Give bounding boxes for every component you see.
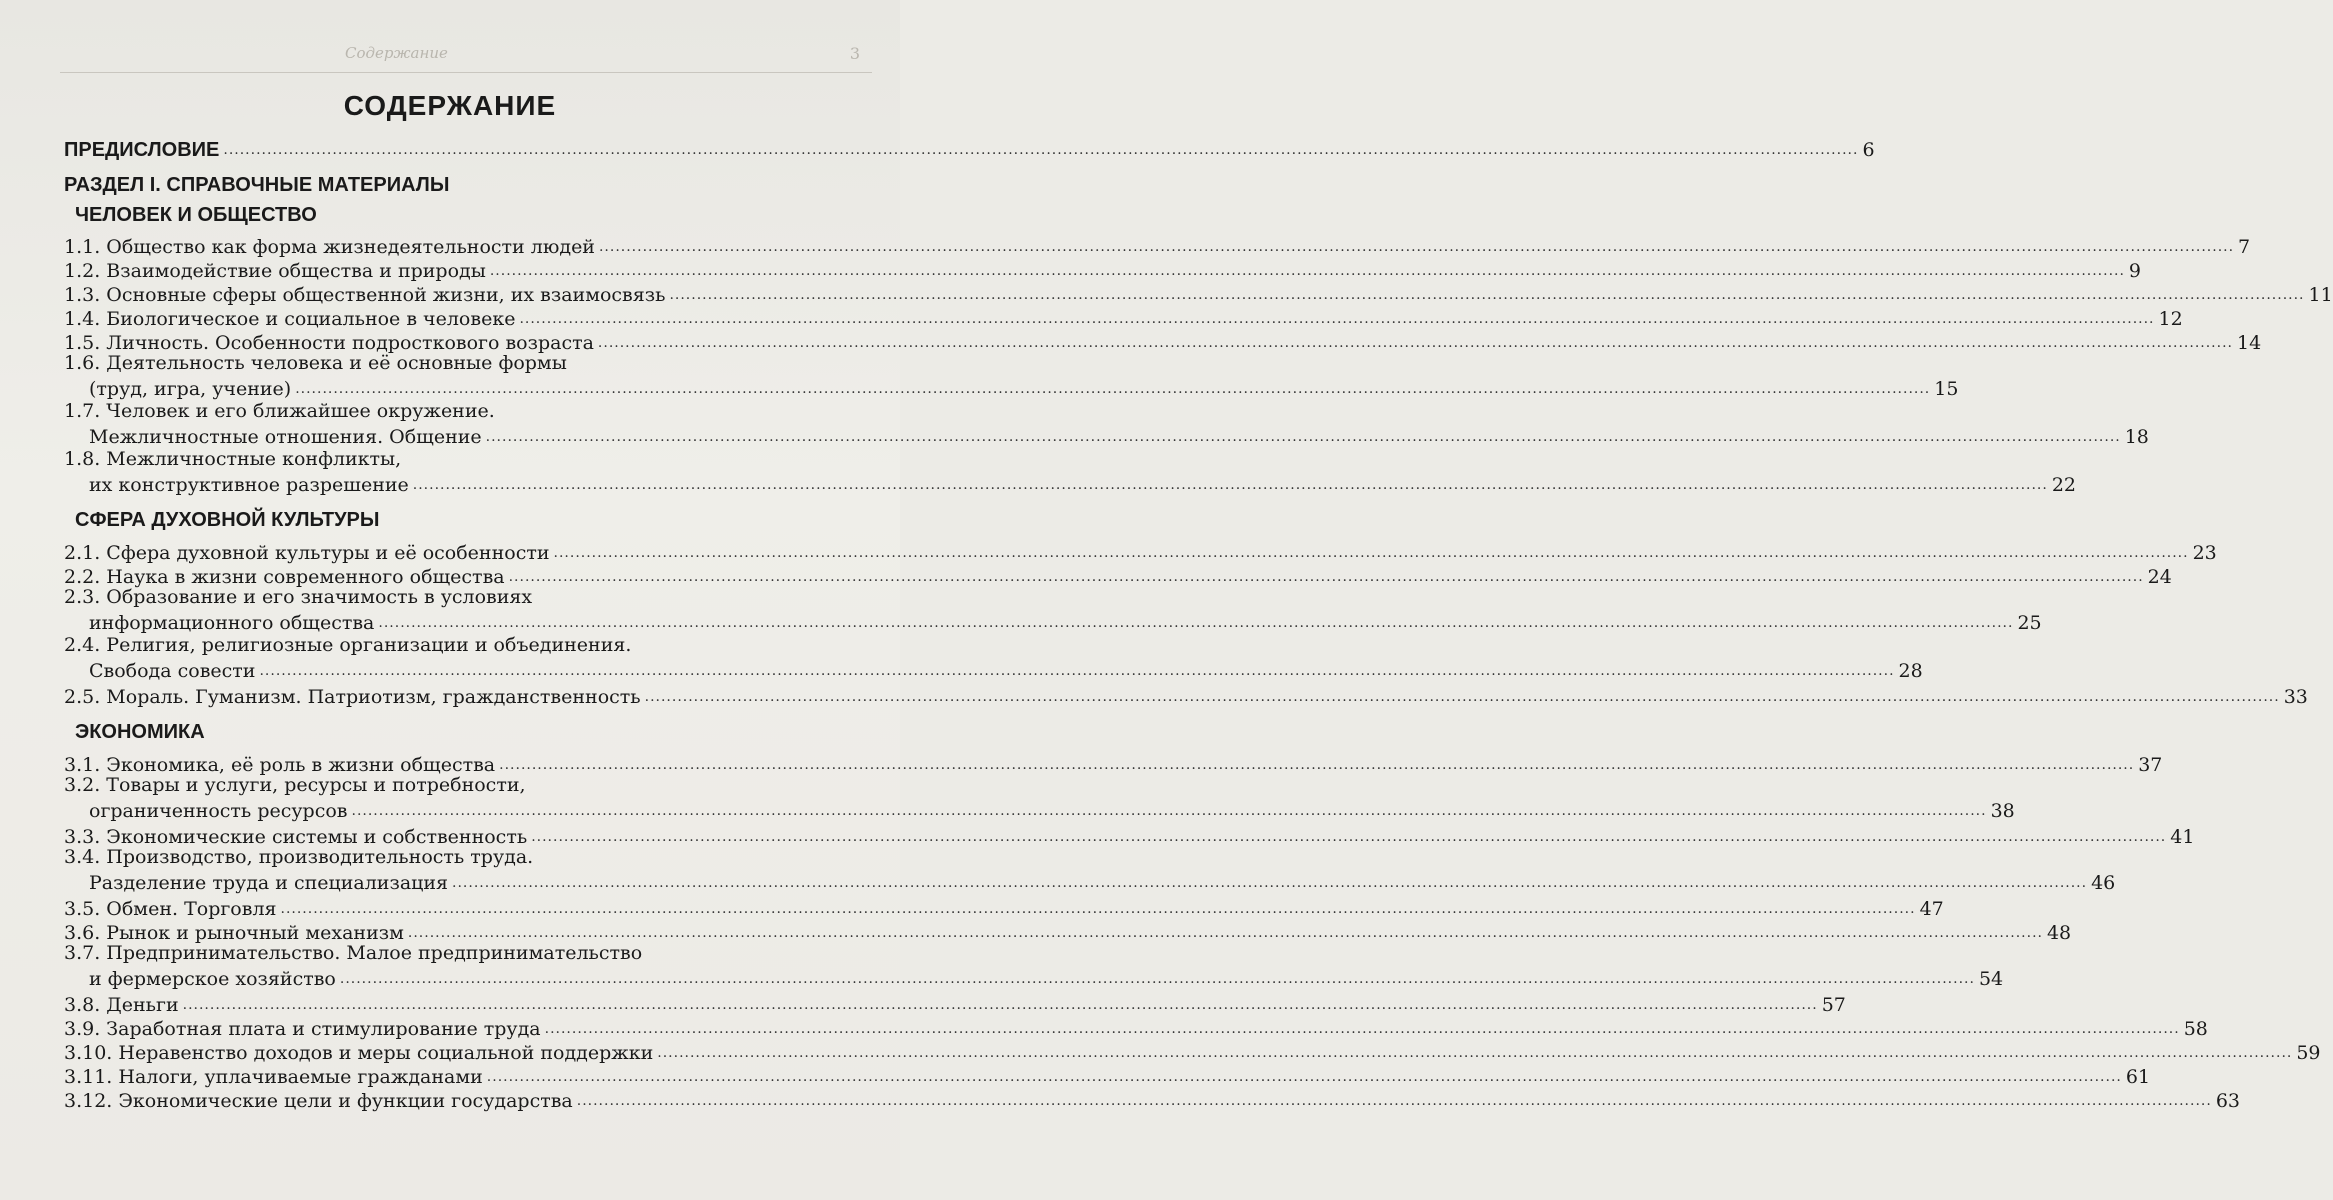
toc-entry: 2.5. Мораль. Гуманизм. Патриотизм, гражданственность ............................................................................................................................................................................................................................................................................................................ 33 bbox=[64, 686, 2308, 708]
toc-entry-first-line: 2.3. Образование и его значимость в условиях bbox=[64, 586, 533, 608]
toc-entry: их конструктивное разрешение ............................................................................................................................................................................................................................................................................................................ 22 bbox=[89, 474, 2077, 496]
toc-entry: Свобода совести ............................................................................................................................................................................................................................................................................................................ 28 bbox=[89, 660, 1923, 682]
toc-entry: 3.6. Рынок и рыночный механизм ............................................................................................................................................................................................................................................................................................................ 48 bbox=[64, 922, 2072, 944]
leader-dots: ............................................................................................................................................................................................................................................................................................................ bbox=[598, 239, 2235, 255]
toc-entry: 3.9. Заработная плата и стимулирование труда ............................................................................................................................................................................................................................................................................................................ 58 bbox=[64, 1018, 2208, 1040]
toc-entry-first-line: 3.4. Производство, производительность труда. bbox=[64, 846, 534, 868]
leader-dots: ............................................................................................................................................................................................................................................................................................................ bbox=[485, 429, 2121, 445]
leader-dots: ............................................................................................................................................................................................................................................................................................................ bbox=[669, 287, 2305, 303]
page-number: 3 bbox=[849, 44, 860, 63]
running-head: Содержание bbox=[345, 44, 448, 62]
toc-entry: информационного общества ............................................................................................................................................................................................................................................................................................................ 25 bbox=[89, 612, 2042, 634]
leader-dots: ............................................................................................................................................................................................................................................................................................................ bbox=[407, 925, 2043, 941]
toc-entry-preface: ПРЕДИСЛОВИЕ ............................................................................................................................................................................................................................................................................................................ 6 bbox=[64, 139, 1875, 161]
section-heading-culture: СФЕРА ДУХОВНОЙ КУЛЬТУРЫ bbox=[75, 509, 380, 531]
header-rule bbox=[60, 72, 872, 73]
toc-entry: 3.5. Обмен. Торговля ............................................................................................................................................................................................................................................................................................................ 47 bbox=[64, 898, 1944, 920]
toc-entry-first-line: 1.6. Деятельность человека и её основные формы bbox=[64, 352, 567, 374]
leader-dots: ............................................................................................................................................................................................................................................................................................................ bbox=[259, 663, 1895, 679]
leader-dots: ............................................................................................................................................................................................................................................................................................................ bbox=[553, 545, 2189, 561]
toc-entry: (труд, игра, учение) ............................................................................................................................................................................................................................................................................................................ 15 bbox=[89, 378, 1959, 400]
leader-dots: ............................................................................................................................................................................................................................................................................................................ bbox=[508, 569, 2144, 585]
leader-dots: ............................................................................................................................................................................................................................................................................................................ bbox=[597, 335, 2233, 351]
leader-dots: ............................................................................................................................................................................................................................................................................................................ bbox=[452, 875, 2088, 891]
leader-dots: ............................................................................................................................................................................................................................................................................................................ bbox=[280, 901, 1916, 917]
leader-dots: ............................................................................................................................................................................................................................................................................................................ bbox=[223, 142, 1859, 158]
leader-dots: ............................................................................................................................................................................................................................................................................................................ bbox=[531, 829, 2167, 845]
toc-entry-first-line: 1.8. Межличностные конфликты, bbox=[64, 448, 402, 470]
leader-dots: ............................................................................................................................................................................................................................................................................................................ bbox=[657, 1045, 2293, 1061]
toc-entry-first-line: 2.4. Религия, религиозные организации и объединения. bbox=[64, 634, 632, 656]
toc-entry: 1.5. Личность. Особенности подросткового возраста ............................................................................................................................................................................................................................................................................................................ 14 bbox=[64, 332, 2262, 354]
leader-dots: ............................................................................................................................................................................................................................................................................................................ bbox=[519, 311, 2155, 327]
part-heading: РАЗДЕЛ I. СПРАВОЧНЫЕ МАТЕРИАЛЫ bbox=[64, 174, 450, 196]
toc-entry: ограниченность ресурсов ............................................................................................................................................................................................................................................................................................................ 38 bbox=[89, 800, 2015, 822]
toc-entry: 3.11. Налоги, уплачиваемые гражданами ............................................................................................................................................................................................................................................................................................................ 61 bbox=[64, 1066, 2151, 1088]
page-title: СОДЕРЖАНИЕ bbox=[343, 90, 557, 121]
toc-entry-first-line: 3.2. Товары и услуги, ресурсы и потребности, bbox=[64, 774, 526, 796]
leader-dots: ............................................................................................................................................................................................................................................................................................................ bbox=[412, 477, 2048, 493]
toc-entry: 1.2. Взаимодействие общества и природы ............................................................................................................................................................................................................................................................................................................ 9 bbox=[64, 260, 2142, 282]
section-heading-society: ЧЕЛОВЕК И ОБЩЕСТВО bbox=[75, 204, 317, 226]
leader-dots: ............................................................................................................................................................................................................................................................................................................ bbox=[644, 689, 2280, 705]
toc-entry: 3.1. Экономика, её роль в жизни общества ............................................................................................................................................................................................................................................................................................................ 37 bbox=[64, 754, 2163, 776]
leader-dots: ............................................................................................................................................................................................................................................................................................................ bbox=[489, 263, 2125, 279]
toc-entry-first-line: 1.7. Человек и его ближайшее окружение. bbox=[64, 400, 495, 422]
leader-dots: ............................................................................................................................................................................................................................................................................................................ bbox=[486, 1069, 2122, 1085]
leader-dots: ............................................................................................................................................................................................................................................................................................................ bbox=[351, 803, 1987, 819]
section-heading-economy: ЭКОНОМИКА bbox=[75, 721, 205, 743]
leader-dots: ............................................................................................................................................................................................................................................................................................................ bbox=[339, 971, 1975, 987]
leader-dots: ............................................................................................................................................................................................................................................................................................................ bbox=[378, 615, 2014, 631]
toc-entry: 3.8. Деньги ............................................................................................................................................................................................................................................................................................................ 57 bbox=[64, 994, 1846, 1016]
toc-page-number: 6 bbox=[1862, 139, 1875, 161]
leader-dots: ............................................................................................................................................................................................................................................................................................................ bbox=[499, 757, 2135, 773]
leader-dots: ............................................................................................................................................................................................................................................................................................................ bbox=[544, 1021, 2180, 1037]
toc-entry: 3.3. Экономические системы и собственность ............................................................................................................................................................................................................................................................................................................ 41 bbox=[64, 826, 2195, 848]
toc-entry: 3.12. Экономические цели и функции государства ............................................................................................................................................................................................................................................................................................................ 63 bbox=[64, 1090, 2240, 1112]
leader-dots: ............................................................................................................................................................................................................................................................................................................ bbox=[576, 1093, 2212, 1109]
toc-entry: 1.4. Биологическое и социальное в человеке ............................................................................................................................................................................................................................................................................................................ 12 bbox=[64, 308, 2183, 330]
leader-dots: ............................................................................................................................................................................................................................................................................................................ bbox=[295, 381, 1931, 397]
toc-entry: и фермерское хозяйство ............................................................................................................................................................................................................................................................................................................ 54 bbox=[89, 968, 2004, 990]
toc-entry: Разделение труда и специализация ............................................................................................................................................................................................................................................................................................................ 46 bbox=[89, 872, 2116, 894]
toc-entry: 1.3. Основные сферы общественной жизни, их взаимосвязь ............................................................................................................................................................................................................................................................................................................ 11 bbox=[64, 284, 2333, 306]
toc-entry: 3.10. Неравенство доходов и меры социальной поддержки ............................................................................................................................................................................................................................................................................................................ 59 bbox=[64, 1042, 2321, 1064]
toc-entry: Межличностные отношения. Общение ............................................................................................................................................................................................................................................................................................................ 18 bbox=[89, 426, 2149, 448]
toc-entry-first-line: 3.7. Предпринимательство. Малое предпринимательство bbox=[64, 942, 643, 964]
toc-entry: 2.1. Сфера духовной культуры и её особенности ............................................................................................................................................................................................................................................................................................................ 23 bbox=[64, 542, 2217, 564]
toc-entry: 1.1. Общество как форма жизнедеятельности людей ............................................................................................................................................................................................................................................................................................................ 7 bbox=[64, 236, 2251, 258]
leader-dots: ............................................................................................................................................................................................................................................................................................................ bbox=[182, 997, 1818, 1013]
toc-entry: 2.2. Наука в жизни современного общества ............................................................................................................................................................................................................................................................................................................ 24 bbox=[64, 566, 2172, 588]
